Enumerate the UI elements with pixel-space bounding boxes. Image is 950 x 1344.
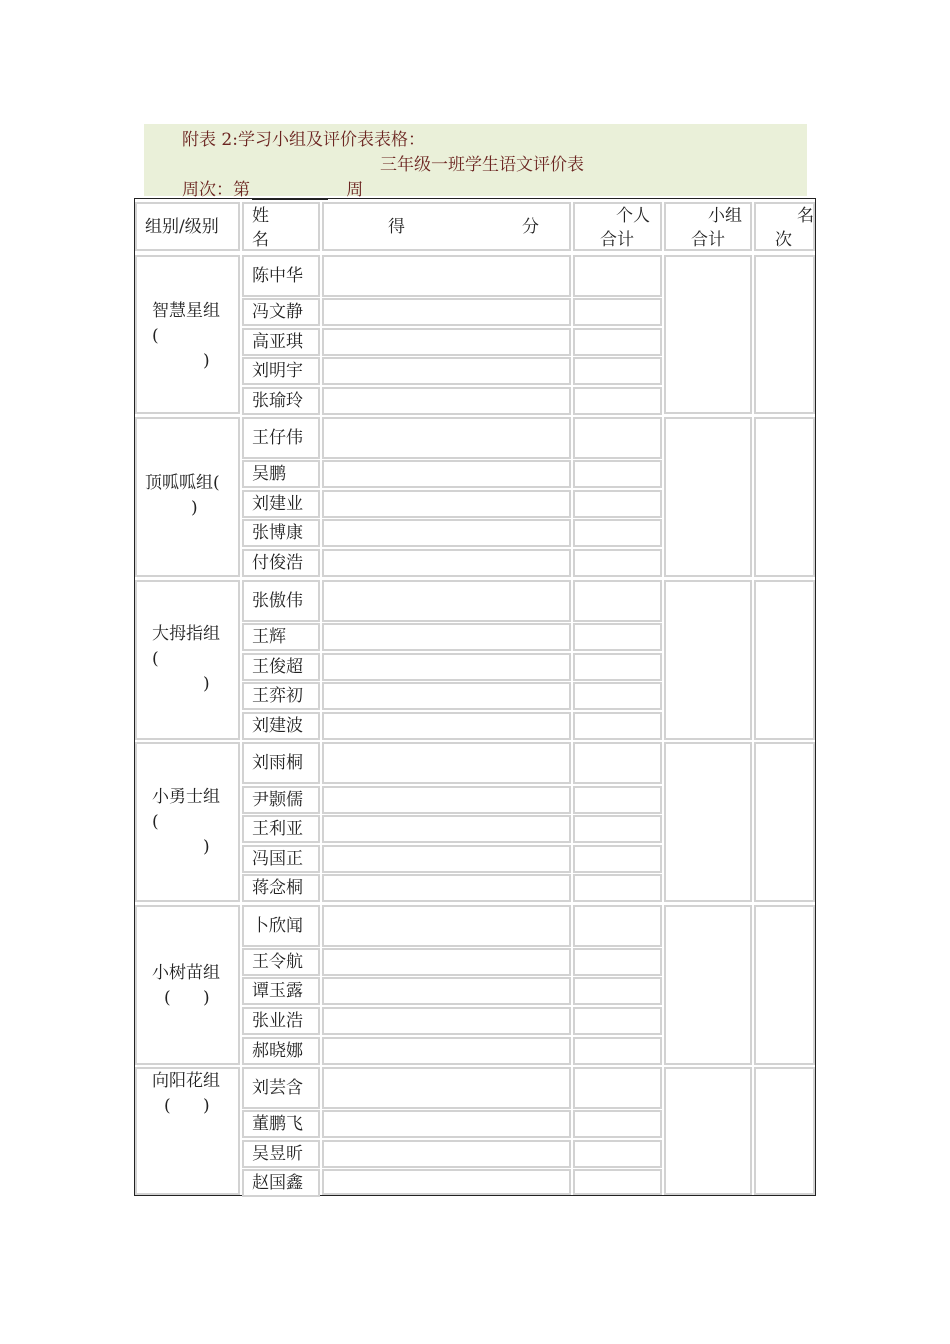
student-name: 王弈初 bbox=[252, 686, 303, 706]
personal-total-cell[interactable] bbox=[573, 874, 662, 902]
personal-total-cell[interactable] bbox=[573, 948, 662, 976]
student-name-cell bbox=[242, 977, 320, 1005]
group-level-paren: ( ) bbox=[164, 988, 210, 1008]
score-cell[interactable] bbox=[322, 786, 571, 814]
personal-total-cell[interactable] bbox=[573, 417, 662, 459]
student-name: 蒋念桐 bbox=[252, 878, 303, 898]
group-total-cell[interactable] bbox=[664, 580, 752, 740]
personal-total-cell[interactable] bbox=[573, 905, 662, 947]
score-cell[interactable] bbox=[322, 328, 571, 356]
score-cell[interactable] bbox=[322, 712, 571, 740]
header-name-cell bbox=[242, 202, 320, 251]
group-name: 小树苗组 bbox=[152, 963, 220, 983]
student-name-cell bbox=[242, 874, 320, 902]
personal-total-cell[interactable] bbox=[573, 815, 662, 843]
student-name: 王辉 bbox=[252, 627, 286, 647]
rank-cell[interactable] bbox=[754, 1067, 815, 1195]
student-name: 张业浩 bbox=[252, 1011, 303, 1031]
score-cell[interactable] bbox=[322, 1007, 571, 1035]
header-personal-total-cell bbox=[573, 202, 662, 251]
student-name-cell bbox=[242, 255, 320, 297]
student-name-cell bbox=[242, 742, 320, 784]
evaluation-table bbox=[134, 198, 816, 1196]
personal-total-cell[interactable] bbox=[573, 328, 662, 356]
student-name: 高亚琪 bbox=[252, 332, 303, 352]
header-rank-cell bbox=[754, 202, 815, 251]
group-total-cell[interactable] bbox=[664, 255, 752, 414]
student-name-cell bbox=[242, 905, 320, 947]
student-name: 陈中华 bbox=[252, 266, 303, 286]
student-name-cell bbox=[242, 490, 320, 518]
group-name: 顶呱呱组( bbox=[145, 473, 220, 493]
header-group-total-cell bbox=[664, 202, 752, 251]
group-name: 向阳花组 bbox=[152, 1071, 220, 1091]
personal-total-cell[interactable] bbox=[573, 1067, 662, 1109]
group-name: 小勇士组 bbox=[152, 787, 220, 807]
group-total-cell[interactable] bbox=[664, 905, 752, 1065]
score-cell[interactable] bbox=[322, 1110, 571, 1138]
header-personal-line1: 个人 bbox=[616, 206, 650, 226]
student-name-cell bbox=[242, 1169, 320, 1197]
score-cell[interactable] bbox=[322, 742, 571, 784]
personal-total-cell[interactable] bbox=[573, 1169, 662, 1195]
header-name-line2: 名 bbox=[252, 230, 269, 250]
student-name-cell bbox=[242, 328, 320, 356]
header-rank-line2: 次 bbox=[775, 230, 792, 250]
score-cell[interactable] bbox=[322, 255, 571, 297]
score-cell[interactable] bbox=[322, 460, 571, 488]
student-name-cell bbox=[242, 1067, 320, 1109]
score-cell[interactable] bbox=[322, 1037, 571, 1065]
student-name: 王俊超 bbox=[252, 657, 303, 677]
group-level-open: ( bbox=[152, 812, 159, 832]
score-cell[interactable] bbox=[322, 815, 571, 843]
student-name-cell bbox=[242, 417, 320, 459]
score-cell[interactable] bbox=[322, 905, 571, 947]
student-name-cell bbox=[242, 1037, 320, 1065]
personal-total-cell[interactable] bbox=[573, 298, 662, 326]
score-cell[interactable] bbox=[322, 298, 571, 326]
student-name: 刘雨桐 bbox=[252, 753, 303, 773]
header-score-cell bbox=[322, 202, 571, 251]
student-name-cell bbox=[242, 845, 320, 873]
group-total-cell[interactable] bbox=[664, 1067, 752, 1195]
score-cell[interactable] bbox=[322, 387, 571, 415]
student-name: 刘明宇 bbox=[252, 361, 303, 381]
group-total-cell[interactable] bbox=[664, 742, 752, 902]
score-cell[interactable] bbox=[322, 357, 571, 385]
personal-total-cell[interactable] bbox=[573, 1140, 662, 1168]
student-name: 谭玉露 bbox=[252, 981, 303, 1001]
rank-cell[interactable] bbox=[754, 580, 815, 740]
week-prefix: 周次：第 bbox=[182, 180, 250, 200]
group-name: 大拇指组 bbox=[152, 624, 220, 644]
personal-total-cell[interactable] bbox=[573, 742, 662, 784]
group-cell bbox=[135, 742, 240, 902]
personal-total-cell[interactable] bbox=[573, 460, 662, 488]
student-name: 王令航 bbox=[252, 952, 303, 972]
student-name-cell bbox=[242, 549, 320, 577]
student-name-cell bbox=[242, 580, 320, 622]
student-name: 张傲伟 bbox=[252, 591, 303, 611]
group-level-paren: ( ) bbox=[164, 1096, 210, 1116]
student-name: 张瑜玲 bbox=[252, 391, 303, 411]
student-name-cell bbox=[242, 519, 320, 547]
personal-total-cell[interactable] bbox=[573, 1037, 662, 1065]
student-name: 董鹏飞 bbox=[252, 1114, 303, 1134]
header-group-cell bbox=[135, 202, 240, 251]
student-name: 吴鹏 bbox=[252, 464, 286, 484]
group-cell bbox=[135, 255, 240, 414]
group-level-close: ) bbox=[203, 837, 210, 857]
score-cell[interactable] bbox=[322, 1067, 571, 1109]
score-cell[interactable] bbox=[322, 845, 571, 873]
student-name: 王仔伟 bbox=[252, 428, 303, 448]
header-personal-line2: 合计 bbox=[600, 230, 634, 250]
group-level-open: ( bbox=[152, 326, 159, 346]
group-level-open: ( bbox=[152, 649, 159, 669]
header-rank-line1: 名 bbox=[797, 206, 814, 226]
student-name: 张博康 bbox=[252, 523, 303, 543]
student-name-cell bbox=[242, 1110, 320, 1138]
student-name: 付俊浩 bbox=[252, 553, 303, 573]
header-group-total-line2: 合计 bbox=[691, 230, 725, 250]
score-cell[interactable] bbox=[322, 653, 571, 681]
header-group-label: 组别/级别 bbox=[145, 217, 219, 237]
student-name-cell bbox=[242, 948, 320, 976]
rank-cell[interactable] bbox=[754, 905, 815, 1065]
score-cell[interactable] bbox=[322, 977, 571, 1005]
student-name: 王利亚 bbox=[252, 819, 303, 839]
group-cell bbox=[135, 905, 240, 1065]
student-name: 冯国正 bbox=[252, 849, 303, 869]
personal-total-cell[interactable] bbox=[573, 1110, 662, 1138]
student-name: 冯文静 bbox=[252, 302, 303, 322]
personal-total-cell[interactable] bbox=[573, 712, 662, 740]
score-cell[interactable] bbox=[322, 1169, 571, 1195]
group-cell bbox=[135, 580, 240, 740]
student-name-cell bbox=[242, 1007, 320, 1035]
header-score-left: 得 bbox=[388, 217, 405, 237]
personal-total-cell[interactable] bbox=[573, 519, 662, 547]
personal-total-cell[interactable] bbox=[573, 387, 662, 415]
score-cell[interactable] bbox=[322, 580, 571, 622]
student-name-cell bbox=[242, 623, 320, 651]
score-cell[interactable] bbox=[322, 490, 571, 518]
student-name: 卜欣闻 bbox=[252, 916, 303, 936]
student-name: 赵国鑫 bbox=[252, 1173, 303, 1193]
personal-total-cell[interactable] bbox=[573, 682, 662, 710]
group-name: 智慧星组 bbox=[152, 301, 220, 321]
student-name-cell bbox=[242, 653, 320, 681]
student-name: 刘芸含 bbox=[252, 1078, 303, 1098]
personal-total-cell[interactable] bbox=[573, 580, 662, 622]
student-name: 尹颢儒 bbox=[252, 790, 303, 810]
group-level-close: ) bbox=[191, 498, 198, 518]
score-cell[interactable] bbox=[322, 417, 571, 459]
week-line bbox=[182, 175, 363, 200]
personal-total-cell[interactable] bbox=[573, 1007, 662, 1035]
score-cell[interactable] bbox=[322, 1140, 571, 1168]
score-cell[interactable] bbox=[322, 874, 571, 902]
score-cell[interactable] bbox=[322, 623, 571, 651]
student-name-cell bbox=[242, 460, 320, 488]
student-name-cell bbox=[242, 682, 320, 710]
student-name: 吴昱昕 bbox=[252, 1144, 303, 1164]
group-cell bbox=[135, 1067, 240, 1195]
score-cell[interactable] bbox=[322, 682, 571, 710]
personal-total-cell[interactable] bbox=[573, 977, 662, 1005]
student-name-cell bbox=[242, 298, 320, 326]
header-group-total-line1: 小组 bbox=[708, 206, 742, 226]
personal-total-cell[interactable] bbox=[573, 255, 662, 297]
student-name-cell bbox=[242, 387, 320, 415]
student-name-cell bbox=[242, 815, 320, 843]
student-name-cell bbox=[242, 712, 320, 740]
student-name: 刘建业 bbox=[252, 494, 303, 514]
rank-cell[interactable] bbox=[754, 742, 815, 902]
header-score-right: 分 bbox=[522, 217, 539, 237]
document-header bbox=[144, 124, 807, 200]
student-name-cell bbox=[242, 1140, 320, 1168]
personal-total-cell[interactable] bbox=[573, 490, 662, 518]
personal-total-cell[interactable] bbox=[573, 653, 662, 681]
student-name-cell bbox=[242, 357, 320, 385]
group-cell bbox=[135, 417, 240, 577]
score-cell[interactable] bbox=[322, 519, 571, 547]
personal-total-cell[interactable] bbox=[573, 549, 662, 577]
personal-total-cell[interactable] bbox=[573, 786, 662, 814]
group-level-close: ) bbox=[203, 351, 210, 371]
header-name-line1: 姓 bbox=[252, 206, 269, 226]
rank-cell[interactable] bbox=[754, 417, 815, 577]
score-cell[interactable] bbox=[322, 549, 571, 577]
student-name: 郝晓娜 bbox=[252, 1041, 303, 1061]
rank-cell[interactable] bbox=[754, 255, 815, 414]
personal-total-cell[interactable] bbox=[573, 845, 662, 873]
student-name-cell bbox=[242, 786, 320, 814]
appendix-caption: 附表 2:学习小组及评价表表格： bbox=[182, 130, 425, 150]
week-suffix: 周 bbox=[346, 180, 364, 200]
group-total-cell[interactable] bbox=[664, 417, 752, 577]
personal-total-cell[interactable] bbox=[573, 357, 662, 385]
group-level-close: ) bbox=[203, 674, 210, 694]
student-name: 刘建波 bbox=[252, 716, 303, 736]
personal-total-cell[interactable] bbox=[573, 623, 662, 651]
table-title: 三年级一班学生语文评价表 bbox=[380, 155, 584, 175]
score-cell[interactable] bbox=[322, 948, 571, 976]
